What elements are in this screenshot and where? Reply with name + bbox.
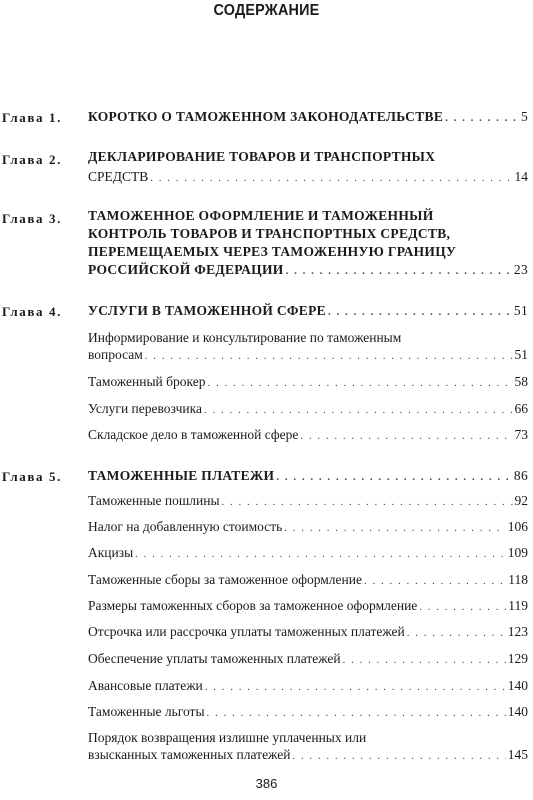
page-number: 140 [507, 704, 528, 719]
chapter-title: ТАМОЖЕННЫЕ ПЛАТЕЖИ [88, 468, 275, 483]
dot-leader [207, 703, 506, 723]
section-title: Таможенные сборы за таможенное оформление [88, 572, 362, 587]
section-title: Акцизы [88, 545, 134, 560]
chapter-label: Глава 1. [2, 110, 62, 125]
toc-entry-section[interactable] [88, 622, 528, 643]
toc-entry-section[interactable] [88, 425, 528, 446]
toc-entry-section[interactable] [88, 399, 528, 420]
dot-leader [407, 623, 506, 643]
chapter-title: ПЕРЕМЕЩАЕМЫХ ЧЕРЕЗ ТАМОЖЕННУЮ ГРАНИЦУ [88, 244, 457, 259]
chapter-label: Глава 5. [2, 469, 62, 484]
dot-leader [276, 467, 512, 487]
dot-leader [445, 108, 519, 128]
dot-leader [205, 677, 506, 697]
page-number: 92 [514, 493, 528, 508]
section-title: Таможенный брокер [88, 374, 206, 389]
chapter-title: ТАМОЖЕННОЕ ОФОРМЛЕНИЕ И ТАМОЖЕННЫЙ [88, 208, 434, 223]
section-title: Информирование и консультирование по таможенным [88, 330, 402, 345]
dot-leader [364, 571, 506, 591]
dot-leader [135, 544, 506, 564]
page-number: 123 [507, 624, 528, 639]
section-title: вопросам [88, 347, 143, 362]
section-title: Обеспечение уплаты таможенных платежей [88, 651, 341, 666]
dot-leader [286, 261, 512, 281]
toc-entry-chapter-5[interactable] [88, 466, 528, 487]
page-number: 51 [513, 303, 528, 318]
page-number: 118 [508, 572, 528, 587]
page-number: 140 [507, 678, 528, 693]
page-number: 119 [508, 598, 528, 613]
toc-entry-section[interactable] [88, 543, 528, 564]
dot-leader [284, 518, 505, 538]
toc-entry-section[interactable] [88, 596, 528, 617]
page-number: 23 [513, 262, 528, 277]
chapter-title: УСЛУГИ В ТАМОЖЕННОЙ СФЕРЕ [88, 303, 326, 318]
toc-entry-section[interactable] [88, 745, 528, 766]
chapter-label: Глава 3. [2, 211, 62, 226]
page-folio: 386 [255, 776, 278, 791]
toc-entry-chapter-4[interactable] [88, 301, 528, 322]
dot-leader [204, 400, 513, 420]
toc-entry-section[interactable] [88, 517, 528, 538]
dot-leader [222, 492, 513, 512]
dot-leader [207, 373, 512, 393]
dot-leader [300, 426, 512, 446]
dot-leader [150, 168, 512, 188]
toc-entry-chapter-2[interactable] [88, 167, 528, 188]
toc-entry-section[interactable] [88, 345, 528, 366]
section-title: Складское дело в таможенной сфере [88, 427, 299, 442]
page-number: 145 [507, 747, 528, 762]
chapter-label: Глава 4. [2, 304, 62, 319]
section-title: Таможенные льготы [88, 704, 205, 719]
chapter-title: РОССИЙСКОЙ ФЕДЕРАЦИИ [88, 262, 284, 277]
dot-leader [145, 346, 513, 366]
section-title: Размеры таможенных сборов за таможенное оформление [88, 598, 418, 613]
section-title: Отсрочка или рассрочка уплаты таможенных платежей [88, 624, 405, 639]
toc-entry-section[interactable] [88, 491, 528, 512]
page-number: 5 [520, 109, 528, 124]
page-number: 86 [513, 468, 528, 483]
chapter-label: Глава 2. [2, 152, 62, 167]
chapter-title: ДЕКЛАРИРОВАНИЕ ТОВАРОВ И ТРАНСПОРТНЫХ [88, 149, 436, 164]
section-title: Авансовые платежи [88, 678, 203, 693]
page-number: 66 [514, 401, 528, 416]
toc-entry-section[interactable] [88, 702, 528, 723]
page-number: 51 [514, 347, 528, 362]
chapter-title-continuation: СРЕДСТВ [88, 169, 149, 184]
toc-entry-chapter-1[interactable] [88, 107, 528, 128]
section-title: взысканных таможенных платежей [88, 747, 291, 762]
page-title: СОДЕРЖАНИЕ [213, 2, 320, 19]
page-number: 106 [507, 519, 528, 534]
page-number: 73 [514, 427, 528, 442]
dot-leader [343, 650, 506, 670]
toc-entry-section[interactable] [88, 676, 528, 697]
chapter-title: КОНТРОЛЬ ТОВАРОВ И ТРАНСПОРТНЫХ СРЕДСТВ, [88, 226, 451, 241]
dot-leader [419, 597, 506, 617]
toc-entry-section[interactable] [88, 649, 528, 670]
page-number: 129 [507, 651, 528, 666]
dot-leader [328, 302, 512, 322]
section-title: Таможенные пошлины [88, 493, 220, 508]
toc-entry-section[interactable] [88, 570, 528, 591]
page-number: 58 [514, 374, 528, 389]
page-number: 109 [507, 545, 528, 560]
chapter-title: КОРОТКО О ТАМОЖЕННОМ ЗАКОНОДАТЕЛЬСТВЕ [88, 109, 444, 124]
toc-entry-chapter-3[interactable] [88, 260, 528, 281]
section-title: Услуги перевозчика [88, 401, 202, 416]
section-title: Порядок возвращения излишне уплаченных или [88, 730, 367, 745]
page-number: 14 [514, 169, 528, 184]
dot-leader [292, 746, 505, 766]
section-title: Налог на добавленную стоимость [88, 519, 283, 534]
toc-entry-section[interactable] [88, 372, 528, 393]
